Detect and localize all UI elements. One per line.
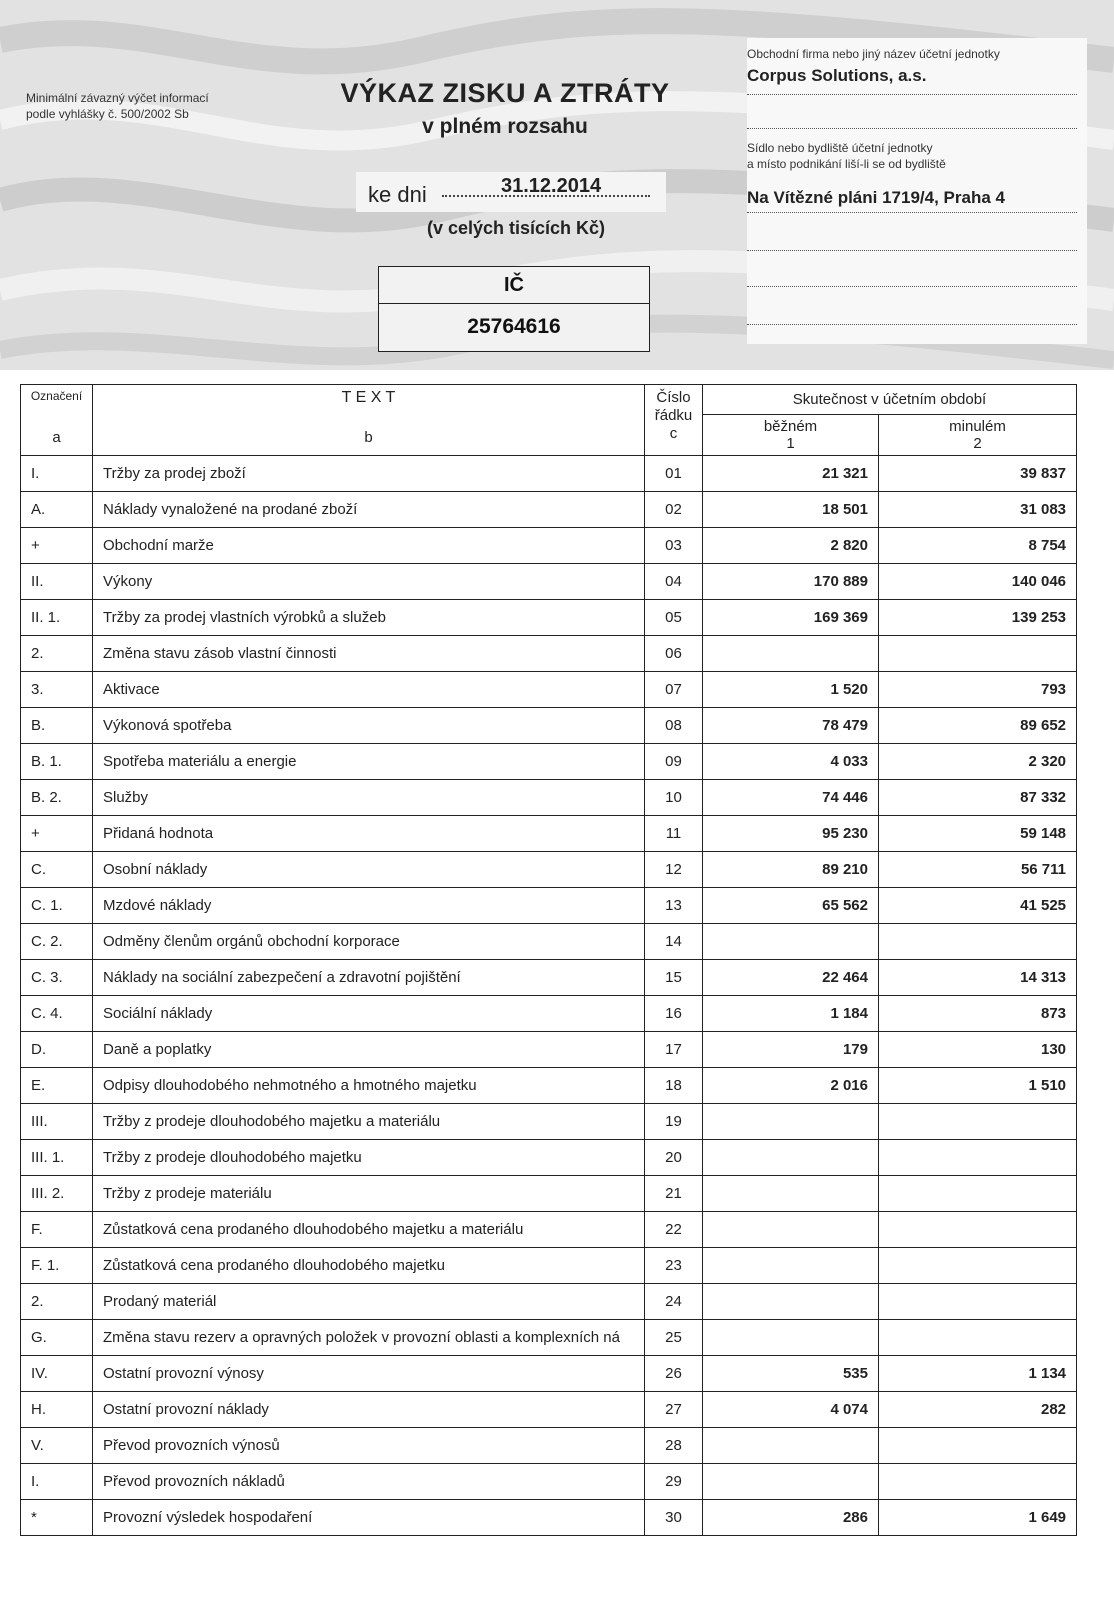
- row-mark-cell: II. 1.: [21, 600, 93, 636]
- row-mark-cell: G.: [21, 1320, 93, 1356]
- table-row: [21, 1428, 1077, 1464]
- row-text-cell: Spotřeba materiálu a energie: [93, 744, 645, 780]
- row-prior-value-cell: 8 754: [879, 528, 1077, 564]
- table-row: [21, 816, 1077, 852]
- header-prior-sub: 2: [973, 434, 982, 452]
- row-mark-cell: +: [21, 528, 93, 564]
- row-text-cell: Náklady na sociální zabezpečení a zdravotní pojištění: [93, 960, 645, 996]
- row-prior-value-cell: 41 525: [879, 888, 1077, 924]
- row-text-cell: Tržby za prodej vlastních výrobků a služeb: [93, 600, 645, 636]
- row-mark-cell: C. 1.: [21, 888, 93, 924]
- report-date-field: [356, 172, 666, 212]
- row-current-value-cell: [703, 1176, 879, 1212]
- row-current-value-cell: [703, 1248, 879, 1284]
- row-number-cell: 04: [645, 564, 703, 600]
- row-text-cell: Převod provozních výnosů: [93, 1428, 645, 1464]
- row-prior-value-cell: 56 711: [879, 852, 1077, 888]
- company-id-box: [378, 266, 650, 352]
- row-number-cell: 27: [645, 1392, 703, 1428]
- row-text-cell: Ostatní provozní náklady: [93, 1392, 645, 1428]
- table-row: [21, 1392, 1077, 1428]
- company-id-value: 25764616: [467, 315, 561, 338]
- row-current-value-cell: 18 501: [703, 492, 879, 528]
- row-number-cell: 08: [645, 708, 703, 744]
- row-prior-value-cell: [879, 924, 1077, 960]
- row-prior-value-cell: [879, 1212, 1077, 1248]
- report-title-block: [300, 78, 710, 139]
- table-row: [21, 1032, 1077, 1068]
- row-text-cell: Ostatní provozní výnosy: [93, 1356, 645, 1392]
- table-row: [21, 996, 1077, 1032]
- row-current-value-cell: 1 520: [703, 672, 879, 708]
- row-prior-value-cell: 89 652: [879, 708, 1077, 744]
- table-row: [21, 1464, 1077, 1500]
- row-current-value-cell: 21 321: [703, 456, 879, 492]
- table-row: [21, 1140, 1077, 1176]
- row-mark-cell: II.: [21, 564, 93, 600]
- header-mark-sub: a: [52, 429, 61, 446]
- row-mark-cell: 2.: [21, 1284, 93, 1320]
- row-text-cell: Přidaná hodnota: [93, 816, 645, 852]
- row-prior-value-cell: 873: [879, 996, 1077, 1032]
- row-current-value-cell: [703, 1464, 879, 1500]
- report-date-label: ke dni: [368, 182, 427, 207]
- dotted-line: [747, 324, 1077, 325]
- row-text-cell: Tržby z prodeje dlouhodobého majetku: [93, 1140, 645, 1176]
- row-prior-value-cell: 2 320: [879, 744, 1077, 780]
- row-number-cell: 23: [645, 1248, 703, 1284]
- row-number-cell: 11: [645, 816, 703, 852]
- row-current-value-cell: 170 889: [703, 564, 879, 600]
- row-text-cell: Obchodní marže: [93, 528, 645, 564]
- row-prior-value-cell: [879, 1320, 1077, 1356]
- row-number-cell: 07: [645, 672, 703, 708]
- row-text-cell: Služby: [93, 780, 645, 816]
- row-prior-value-cell: [879, 1104, 1077, 1140]
- form-header: [0, 0, 1114, 370]
- row-current-value-cell: [703, 636, 879, 672]
- dotted-line: [747, 94, 1077, 95]
- row-prior-value-cell: [879, 1176, 1077, 1212]
- row-mark-cell: F. 1.: [21, 1248, 93, 1284]
- row-number-cell: 14: [645, 924, 703, 960]
- table-row: [21, 1212, 1077, 1248]
- row-prior-value-cell: 59 148: [879, 816, 1077, 852]
- row-number-cell: 28: [645, 1428, 703, 1464]
- row-text-cell: Sociální náklady: [93, 996, 645, 1032]
- row-number-cell: 30: [645, 1500, 703, 1536]
- row-mark-cell: *: [21, 1500, 93, 1536]
- row-current-value-cell: [703, 1284, 879, 1320]
- row-number-cell: 05: [645, 600, 703, 636]
- table-row: [21, 1248, 1077, 1284]
- row-mark-cell: B.: [21, 708, 93, 744]
- table-row: [21, 528, 1077, 564]
- row-number-cell: 10: [645, 780, 703, 816]
- row-current-value-cell: 95 230: [703, 816, 879, 852]
- row-current-value-cell: [703, 1140, 879, 1176]
- row-text-cell: Výkonová spotřeba: [93, 708, 645, 744]
- header-period-label: Skutečnost v účetním období: [792, 390, 987, 408]
- row-prior-value-cell: 1 510: [879, 1068, 1077, 1104]
- table-row: [21, 600, 1077, 636]
- row-current-value-cell: 78 479: [703, 708, 879, 744]
- row-current-value-cell: 286: [703, 1500, 879, 1536]
- firm-info-box: [747, 38, 1087, 344]
- row-number-cell: 06: [645, 636, 703, 672]
- table-row: [21, 1068, 1077, 1104]
- row-number-cell: 17: [645, 1032, 703, 1068]
- row-number-cell: 15: [645, 960, 703, 996]
- row-text-cell: Prodaný materiál: [93, 1284, 645, 1320]
- row-prior-value-cell: 793: [879, 672, 1077, 708]
- row-mark-cell: I.: [21, 1464, 93, 1500]
- row-current-value-cell: [703, 924, 879, 960]
- row-current-value-cell: 179: [703, 1032, 879, 1068]
- row-current-value-cell: [703, 1212, 879, 1248]
- seat-label-line-1: Sídlo nebo bydliště účetní jednotky: [747, 141, 933, 155]
- row-mark-cell: C. 2.: [21, 924, 93, 960]
- table-row: [21, 780, 1077, 816]
- row-mark-cell: H.: [21, 1392, 93, 1428]
- row-text-cell: Zůstatková cena prodaného dlouhodobého majetku a materiálu: [93, 1212, 645, 1248]
- row-mark-cell: D.: [21, 1032, 93, 1068]
- row-mark-cell: III. 1.: [21, 1140, 93, 1176]
- header-prior-label: minulém: [949, 417, 1006, 435]
- row-number-cell: 21: [645, 1176, 703, 1212]
- row-text-cell: Tržby z prodeje dlouhodobého majetku a materiálu: [93, 1104, 645, 1140]
- table-row: [21, 492, 1077, 528]
- row-text-cell: Převod provozních nákladů: [93, 1464, 645, 1500]
- header-text-cell: [93, 385, 645, 456]
- row-mark-cell: 2.: [21, 636, 93, 672]
- header-prior-cell: [879, 414, 1077, 455]
- legal-basis-line-2: podle vyhlášky č. 500/2002 Sb: [26, 107, 189, 121]
- table-row: [21, 708, 1077, 744]
- row-text-cell: Tržby za prodej zboží: [93, 456, 645, 492]
- table-header-row: [21, 385, 1077, 415]
- row-text-cell: Změna stavu zásob vlastní činnosti: [93, 636, 645, 672]
- table-row: [21, 1356, 1077, 1392]
- seat-value: Na Vítězné pláni 1719/4, Praha 4: [747, 188, 1005, 207]
- row-prior-value-cell: 139 253: [879, 600, 1077, 636]
- row-text-cell: Aktivace: [93, 672, 645, 708]
- header-row-number-cell: [645, 385, 703, 456]
- row-current-value-cell: 89 210: [703, 852, 879, 888]
- seat-label-line-2: a místo podnikání liší-li se od bydliště: [747, 157, 946, 171]
- row-mark-cell: III. 2.: [21, 1176, 93, 1212]
- firm-name-label: Obchodní firma nebo jiný název účetní jednotky: [747, 47, 1000, 61]
- report-subtitle: v plném rozsahu: [422, 115, 588, 138]
- row-current-value-cell: 4 074: [703, 1392, 879, 1428]
- row-mark-cell: +: [21, 816, 93, 852]
- table-row: [21, 960, 1077, 996]
- row-current-value-cell: 535: [703, 1356, 879, 1392]
- row-text-cell: Zůstatková cena prodaného dlouhodobého majetku: [93, 1248, 645, 1284]
- row-text-cell: Mzdové náklady: [93, 888, 645, 924]
- firm-name-value: Corpus Solutions, a.s.: [747, 66, 927, 85]
- row-number-cell: 24: [645, 1284, 703, 1320]
- row-prior-value-cell: [879, 636, 1077, 672]
- row-text-cell: Odpisy dlouhodobého nehmotného a hmotného majetku: [93, 1068, 645, 1104]
- table-row: [21, 672, 1077, 708]
- table-row: [21, 1176, 1077, 1212]
- header-text-sub: b: [364, 429, 373, 446]
- row-current-value-cell: [703, 1104, 879, 1140]
- row-prior-value-cell: 87 332: [879, 780, 1077, 816]
- dotted-line: [747, 286, 1077, 287]
- row-number-cell: 20: [645, 1140, 703, 1176]
- row-mark-cell: C. 4.: [21, 996, 93, 1032]
- row-mark-cell: C.: [21, 852, 93, 888]
- report-title: VÝKAZ ZISKU A ZTRÁTY: [340, 78, 670, 108]
- row-text-cell: Výkony: [93, 564, 645, 600]
- table-row: [21, 888, 1077, 924]
- dotted-line: [747, 212, 1077, 213]
- legal-basis-line-1: Minimální závazný výčet informací: [26, 91, 209, 105]
- row-prior-value-cell: 39 837: [879, 456, 1077, 492]
- row-prior-value-cell: [879, 1464, 1077, 1500]
- row-prior-value-cell: [879, 1248, 1077, 1284]
- row-text-cell: Osobní náklady: [93, 852, 645, 888]
- row-current-value-cell: 2 016: [703, 1068, 879, 1104]
- table-row: [21, 852, 1077, 888]
- row-current-value-cell: 169 369: [703, 600, 879, 636]
- row-prior-value-cell: [879, 1140, 1077, 1176]
- row-number-cell: 22: [645, 1212, 703, 1248]
- row-number-cell: 01: [645, 456, 703, 492]
- row-number-cell: 18: [645, 1068, 703, 1104]
- row-mark-cell: III.: [21, 1104, 93, 1140]
- row-prior-value-cell: 31 083: [879, 492, 1077, 528]
- row-current-value-cell: 2 820: [703, 528, 879, 564]
- header-text-label: T E X T: [341, 389, 396, 406]
- row-number-cell: 25: [645, 1320, 703, 1356]
- row-number-cell: 12: [645, 852, 703, 888]
- row-number-cell: 26: [645, 1356, 703, 1392]
- header-mark-label: Označení: [30, 389, 83, 403]
- company-id-label: IČ: [379, 267, 649, 304]
- row-number-cell: 09: [645, 744, 703, 780]
- row-current-value-cell: [703, 1320, 879, 1356]
- row-prior-value-cell: 1 649: [879, 1500, 1077, 1536]
- row-mark-cell: IV.: [21, 1356, 93, 1392]
- row-mark-cell: B. 2.: [21, 780, 93, 816]
- dotted-line: [747, 128, 1077, 129]
- row-mark-cell: C. 3.: [21, 960, 93, 996]
- row-current-value-cell: 74 446: [703, 780, 879, 816]
- header-current-cell: [703, 414, 879, 455]
- row-prior-value-cell: 1 134: [879, 1356, 1077, 1392]
- row-text-cell: Změna stavu rezerv a opravných položek v provozní oblasti a komplexních ná: [93, 1320, 645, 1356]
- table-row: [21, 636, 1077, 672]
- row-number-cell: 29: [645, 1464, 703, 1500]
- row-current-value-cell: [703, 1428, 879, 1464]
- table-row: [21, 1320, 1077, 1356]
- row-text-cell: Náklady vynaložené na prodané zboží: [93, 492, 645, 528]
- row-number-cell: 03: [645, 528, 703, 564]
- row-mark-cell: F.: [21, 1212, 93, 1248]
- row-mark-cell: I.: [21, 456, 93, 492]
- row-number-cell: 13: [645, 888, 703, 924]
- header-period-cell: [703, 385, 1077, 415]
- row-prior-value-cell: [879, 1428, 1077, 1464]
- row-mark-cell: V.: [21, 1428, 93, 1464]
- profit-loss-table: [20, 384, 1077, 1536]
- row-text-cell: Provozní výsledek hospodaření: [93, 1500, 645, 1536]
- row-mark-cell: A.: [21, 492, 93, 528]
- row-prior-value-cell: 130: [879, 1032, 1077, 1068]
- row-current-value-cell: 4 033: [703, 744, 879, 780]
- row-mark-cell: E.: [21, 1068, 93, 1104]
- dotted-line: [747, 250, 1077, 251]
- row-mark-cell: 3.: [21, 672, 93, 708]
- table-row: [21, 744, 1077, 780]
- row-prior-value-cell: 140 046: [879, 564, 1077, 600]
- row-prior-value-cell: [879, 1284, 1077, 1320]
- report-date-value: 31.12.2014: [501, 175, 602, 197]
- row-current-value-cell: 22 464: [703, 960, 879, 996]
- units-note: (v celých tisících Kč): [426, 218, 606, 238]
- row-text-cell: Tržby z prodeje materiálu: [93, 1176, 645, 1212]
- row-number-cell: 16: [645, 996, 703, 1032]
- table-row: [21, 1104, 1077, 1140]
- row-number-cell: 02: [645, 492, 703, 528]
- table-row: [21, 924, 1077, 960]
- row-text-cell: Odměny členům orgánů obchodní korporace: [93, 924, 645, 960]
- table-row: [21, 1284, 1077, 1320]
- table-row: [21, 1500, 1077, 1536]
- header-row-number-sub: c: [669, 425, 678, 442]
- row-prior-value-cell: 14 313: [879, 960, 1077, 996]
- header-current-sub: 1: [786, 434, 795, 452]
- row-number-cell: 19: [645, 1104, 703, 1140]
- legal-basis-note: [26, 90, 209, 122]
- row-text-cell: Daně a poplatky: [93, 1032, 645, 1068]
- table-row: [21, 564, 1077, 600]
- row-mark-cell: B. 1.: [21, 744, 93, 780]
- header-mark-cell: [21, 385, 93, 456]
- header-row-number-label: Číslo řádku: [654, 389, 693, 424]
- row-prior-value-cell: 282: [879, 1392, 1077, 1428]
- table-row: [21, 456, 1077, 492]
- row-current-value-cell: 65 562: [703, 888, 879, 924]
- row-current-value-cell: 1 184: [703, 996, 879, 1032]
- header-current-label: běžném: [763, 417, 818, 435]
